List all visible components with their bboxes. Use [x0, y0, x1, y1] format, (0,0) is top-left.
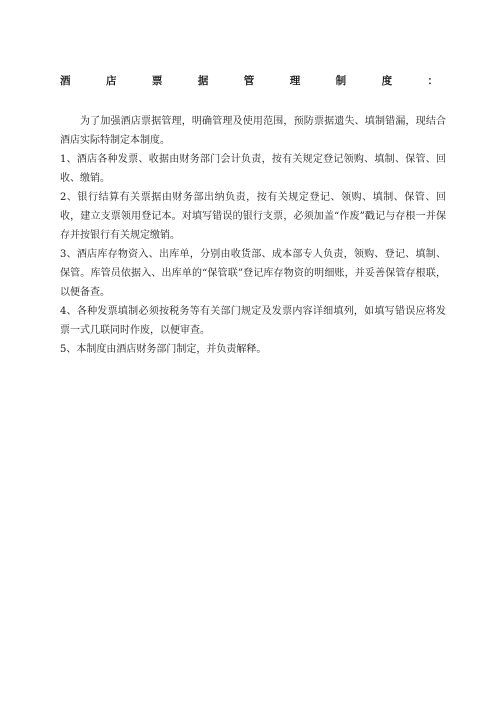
- title-char: 店: [105, 75, 117, 87]
- document-title: [60, 74, 438, 88]
- title-char: 管: [243, 75, 255, 87]
- title-char: 票: [151, 75, 163, 87]
- title-char: 酒: [60, 75, 71, 87]
- title-char: 制: [335, 75, 347, 87]
- title-char: 据: [197, 75, 209, 87]
- title-char: 度: [381, 75, 393, 87]
- rule-paragraph-2: 2、银行结算有关票据由财务部出纳负责，按有关规定登记、领购、填制、保管、回收，建立支票领用登记本。对填写错误的银行支票，必须加盖“作废”戳记与存根一并保存并按银行有关规定缴销。: [60, 192, 446, 241]
- rule-paragraph-4: 4、各种发票填制必须按税务等有关部门规定及发票内容详细填列，如填写错误应将发票一式几联同时作废，以便审查。: [60, 306, 446, 336]
- rule-paragraph-5: 5、本制度由酒店财务部门制定，并负责解释。: [60, 344, 267, 355]
- title-char: ：: [427, 75, 438, 87]
- title-char: 理: [289, 75, 301, 87]
- rule-paragraph-3: 3、酒店库存物资入、出库单，分别由收货部、成本部专人负责，领购、登记、填制、保管。库管员依据入、出库单的“保管联”登记库存物资的明细账，并妥善保管存根联，以便备查。: [60, 249, 446, 298]
- intro-paragraph: 为了加强酒店票据管理，明确管理及使用范围，预防票据遗失、填制错漏，现结合酒店实际特制定本制度。: [60, 116, 446, 146]
- rule-paragraph-1: 1、酒店各种发票、收据由财务部门会计负责，按有关规定登记领购、填制、保管、回收、缴销。: [60, 154, 446, 184]
- document-body: [60, 112, 446, 359]
